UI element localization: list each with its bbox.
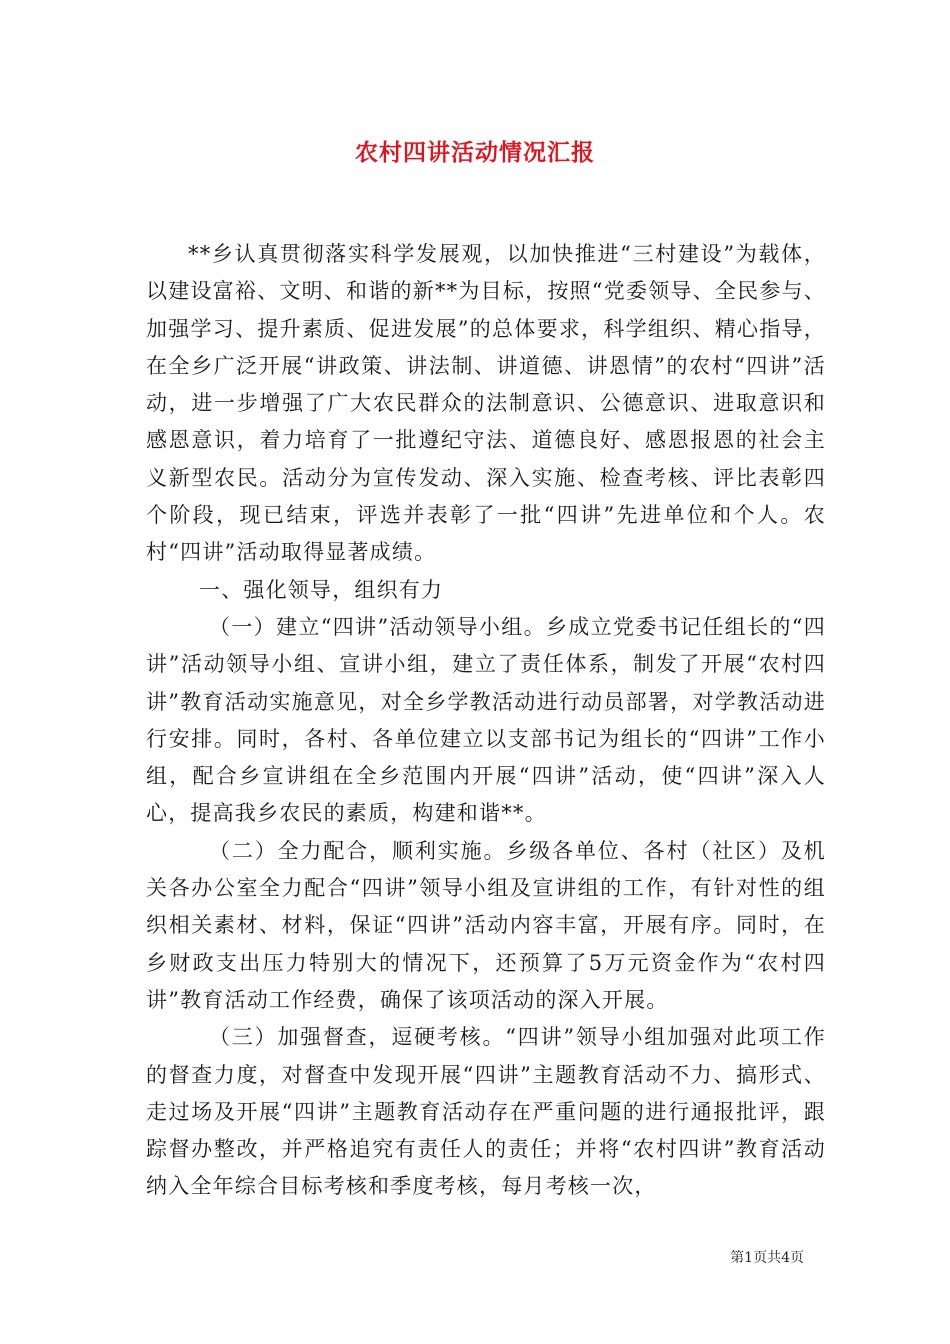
paragraph-item-2: （二）全力配合，顺利实施。乡级各单位、各村（社区）及机关各办公室全力配合“四讲”领导小组及宣讲组的工作，有针对性的组织相关素材、材料，保证“四讲”活动内容丰富，开展有序。同时，在乡财政支出压力特别大的情况下，还预算了5万元资金作为“农村四讲”教育活动工作经费，确保了该项活动的深入开展。 (146, 838, 826, 1012)
paragraph-item-3: （三）加强督查，逗硬考核。“四讲”领导小组加强对此项工作的督查力度，对督查中发现开展“四讲”主题教育活动不力、搞形式、走过场及开展“四讲”主题教育活动存在严重问题的进行通报批评，跟踪督办整改，并严格追究有责任人的责任；并将“农村四讲”教育活动纳入全年综合目标考核和季度考核，每月考核一次， (146, 1025, 826, 1199)
paragraph-item-1: （一）建立“四讲”活动领导小组。乡成立党委书记任组长的“四讲”活动领导小组、宣讲小组，建立了责任体系，制发了开展“农村四讲”教育活动实施意见，对全乡学教活动进行动员部署，对学教活动进行安排。同时，各村、各单位建立以支部书记为组长的“四讲”工作小组，配合乡宣讲组在全乡范围内开展“四讲”活动，使“四讲”深入人心，提高我乡农民的素质，构建和谐**。 (146, 614, 826, 826)
page-number: 第1页共4页 (730, 1250, 804, 1266)
paragraph-intro: **乡认真贯彻落实科学发展观，以加快推进“三村建设”为载体，以建设富裕、文明、和谐的新**为目标，按照“党委领导、全民参与、加强学习、提升素质、促进发展”的总体要求，科学组织、精心指导，在全乡广泛开展“讲政策、讲法制、讲道德、讲恩情”的农村“四讲”活动，进一步增强了广大农民群众的法制意识、公德意识、进取意识和感恩意识，着力培育了一批遵纪守法、道德良好、感恩报恩的社会主义新型农民。活动分为宣传发动、深入实施、检查考核、评比表彰四个阶段，现已结束，评选并表彰了一批“四讲”先进单位和个人。农村“四讲”活动取得显著成绩。 (146, 242, 826, 565)
document-title: 农村四讲活动情况汇报 (355, 139, 595, 166)
document-body (146, 236, 826, 1206)
section-heading: 一、强化领导，组织有力 (199, 577, 444, 602)
